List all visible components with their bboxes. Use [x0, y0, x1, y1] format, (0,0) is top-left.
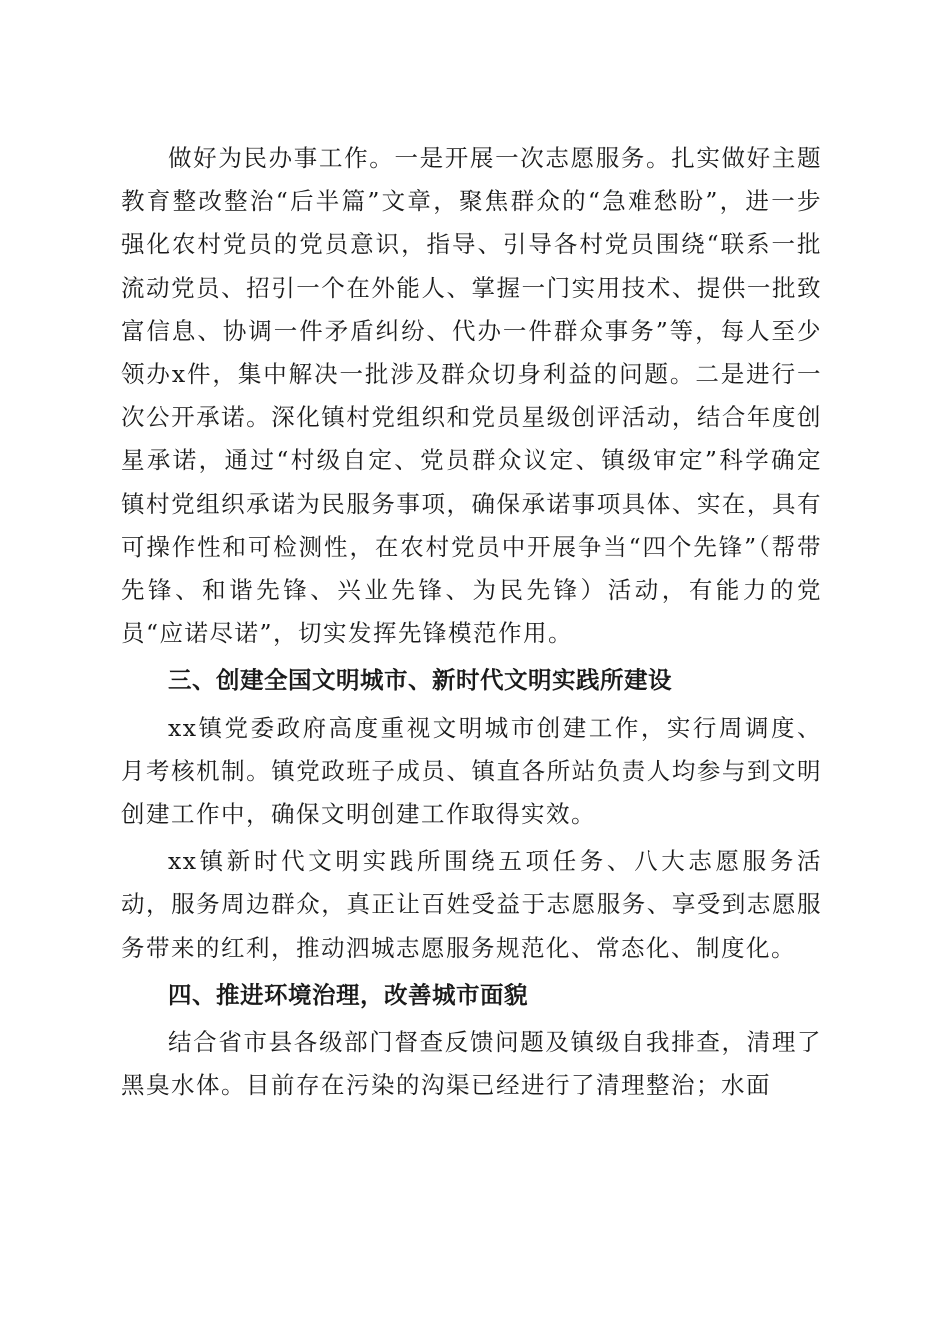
section-heading: 四、推进环境治理，改善城市面貌 — [168, 980, 528, 1009]
body-paragraph: xx镇党委政府高度重视文明城市创建工作，实行周调度、月考核机制。镇党政班子成员、镇直各所站负责人均参与到文明创建工作中，确保文明创建工作取得实效。 — [121, 713, 822, 829]
section-heading: 三、创建全国文明城市、新时代文明实践所建设 — [168, 666, 672, 695]
body-paragraph: xx镇新时代文明实践所围绕五项任务、八大志愿服务活动，服务周边群众，真正让百姓受益于志愿服务、享受到志愿服务带来的红利，推动泗城志愿服务规范化、常态化、制度化。 — [121, 847, 822, 962]
body-paragraph: 做好为民办事工作。一是开展一次志愿服务。扎实做好主题教育整改整治“后半篇”文章，聚焦群众的“急难愁盼”，进一步强化农村党员的党员意识，指导、引导各村党员围绕“联系一批流动党员、招引一个在外能人、掌握一门实用技术、提供一批致富信息、协调一件矛盾纠纷、代办一件群众事务”等，每人至少领办x件，集中解决一批涉及群众切身利益的问题。二是进行一次公开承诺。深化镇村党组织和党员星级创评活动，结合年度创星承诺，通过“村级自定、党员群众议定、镇级审定”科学确定镇村党组织承诺为民服务事项，确保承诺事项具体、实在，具有可操作性和可检测性，在农村党员中开展争当“四个先锋”（帮带先锋、和谐先锋、兴业先锋、为民先锋）活动，有能力的党员“应诺尽诺”，切实发挥先锋模范作用。 — [121, 144, 822, 648]
body-paragraph: 结合省市县各级部门督查反馈问题及镇级自我排查，清理了黑臭水体。目前存在污染的沟渠已经进行了清理整治；水面 — [121, 1028, 822, 1100]
